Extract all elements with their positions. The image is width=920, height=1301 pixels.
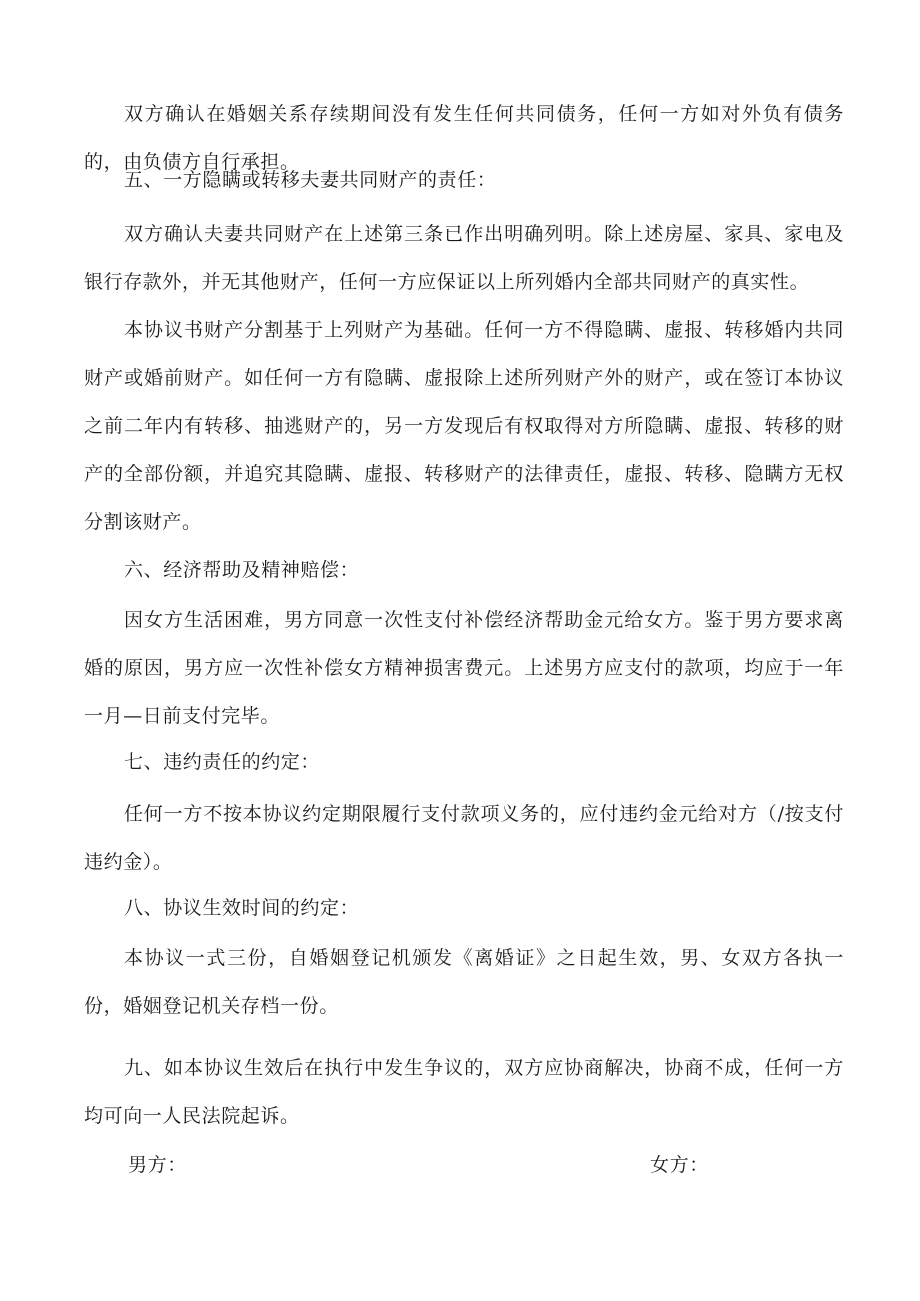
paragraph-property-list: 双方确认夫妻共同财产在上述第三条已作出明确列明。除上述房屋、家具、家电及银行存款外，并无其他财产，任何一方应保证以上所列婚内全部共同财产的真实性。 <box>84 223 844 293</box>
section-heading-8: 八、协议生效时间的约定： <box>124 897 360 919</box>
paragraph-breach: 任何一方不按本协议约定期限履行支付款项义务的，应付违约金元给对方（/按支付违约金）。 <box>84 803 844 873</box>
paragraph-property-division: 本协议书财产分割基于上列财产为基础。任何一方不得隐瞒、虚报、转移婚内共同财产或婚前财产。如任何一方有隐瞒、虚报除上述所列财产外的财产，或在签订本协议之前二年内有转移、抽逃财产的，另一方发现后有权取得对方所隐瞒、虚报、转移的财产的全部份额，并追究其隐瞒、虚报、转移财产的法律责任，虚报、转移、隐瞒方无权分割该财产。 <box>84 319 844 533</box>
section-heading-6: 六、经济帮助及精神赔偿： <box>124 559 360 581</box>
female-signature-label: 女方： <box>650 1154 709 1176</box>
section-heading-7: 七、违约责任的约定： <box>124 751 321 773</box>
male-signature-label: 男方： <box>128 1154 187 1176</box>
paragraph-compensation: 因女方生活困难，男方同意一次性支付补偿经济帮助金元给女方。鉴于男方要求离婚的原因，男方应一次性补偿女方精神损害费元。上述男方应支付的款项，均应于一年一月—日前支付完毕。 <box>84 609 844 727</box>
section-heading-5: 五、一方隐瞒或转移夫妻共同财产的责任： <box>124 169 497 191</box>
paragraph-debt-confirmation: 双方确认在婚姻关系存续期间没有发生任何共同债务，任何一方如对外负有债务的，由负债方自行承担。 <box>84 103 844 173</box>
paragraph-effective-date: 本协议一式三份，自婚姻登记机颁发《离婚证》之日起生效，男、女双方各执一份，婚姻登记机关存档一份。 <box>84 947 844 1017</box>
paragraph-dispute-resolution: 九、如本协议生效后在执行中发生争议的，双方应协商解决，协商不成，任何一方均可向一人民法院起诉。 <box>84 1057 844 1127</box>
